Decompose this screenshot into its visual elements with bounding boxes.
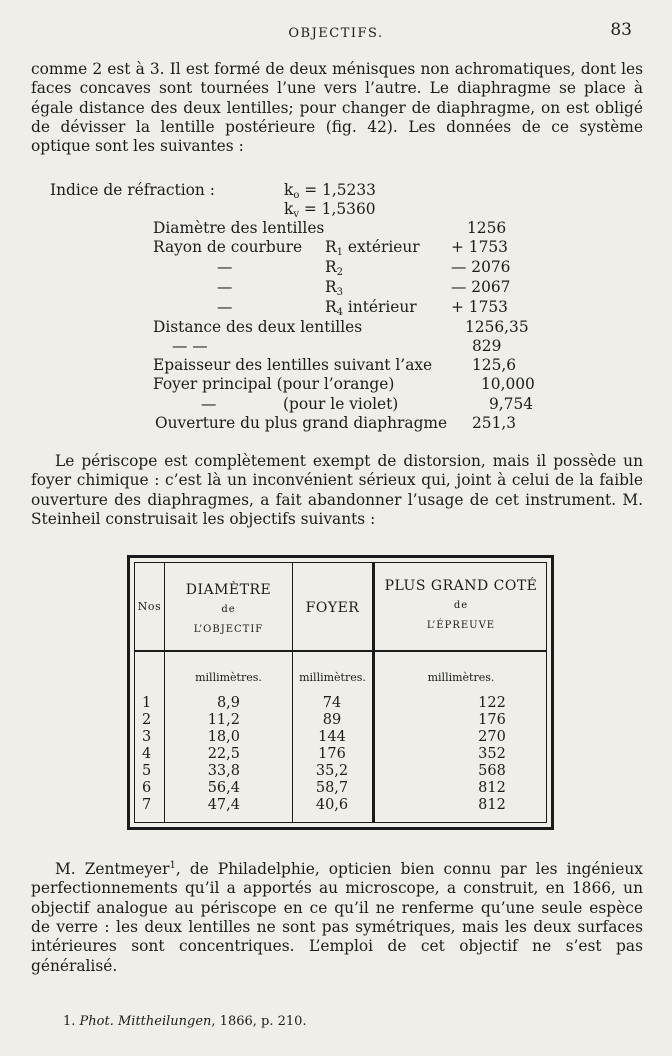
- rayon-label: Rayon de courbure: [153, 238, 303, 256]
- table-cell-diametre: 22,5: [207, 746, 240, 762]
- table-cell-diametre: 8,9: [216, 695, 240, 711]
- foyer-value: 10,000: [481, 375, 535, 393]
- table-cell-cote: 122: [478, 695, 506, 711]
- objectives-table: [127, 555, 554, 830]
- r2-label: $R_2$: [325, 258, 343, 278]
- diametre-label: Diamètre des lentilles: [153, 219, 325, 237]
- table-cell-no: 1: [142, 695, 152, 711]
- table-cell-cote: 352: [478, 746, 506, 762]
- footnote: 1. Phot. Mittheilungen, 1866, p. 210.: [63, 1014, 307, 1029]
- r2-value: — 2076: [451, 258, 511, 276]
- ouverture-label: Ouverture du plus grand diaphragme: [155, 414, 448, 432]
- column-foyer: [300, 695, 364, 814]
- r4-value: + 1753: [451, 298, 508, 316]
- table-cell-foyer: 40,6: [315, 797, 349, 813]
- r3-value: — 2067: [451, 278, 511, 296]
- indice-label: Indice de réfraction :: [50, 181, 215, 199]
- table-cell-no: 4: [142, 746, 152, 762]
- table-cell-diametre: 33,8: [207, 763, 240, 779]
- page-number: 83: [610, 20, 632, 40]
- table-cell-no: 6: [142, 780, 152, 796]
- ditto-dash: —: [217, 298, 233, 316]
- header-cote-sub: L’ÉPREUVE: [426, 620, 496, 631]
- table-cell-no: 2: [142, 712, 152, 728]
- distance2-value: 829: [472, 337, 502, 355]
- column-nos: [142, 695, 151, 814]
- r4-label: $R_4$ intérieur: [325, 298, 417, 318]
- table-cell-cote: 812: [478, 797, 506, 813]
- header-rule: [135, 650, 546, 652]
- diametre-value: 1256: [467, 219, 507, 237]
- table-cell-foyer: 176: [318, 746, 346, 762]
- ditto-dash: —: [217, 258, 233, 276]
- table-cell-no: 3: [142, 729, 152, 745]
- ditto-dash: —: [201, 395, 217, 413]
- header-diametre-sub: L’OBJECTIF: [193, 624, 264, 635]
- table-cell-foyer: 58,7: [315, 780, 349, 796]
- foyer-label: Foyer principal (pour l’orange): [153, 375, 395, 393]
- table-cell-foyer: 144: [318, 729, 346, 745]
- r3-label: $R_3$: [325, 278, 343, 298]
- header-foyer: FOYER: [305, 600, 360, 616]
- table-cell-no: 5: [142, 763, 152, 779]
- table-cell-cote: 270: [478, 729, 506, 745]
- ouverture-value: 251,3: [472, 414, 517, 432]
- table-cell-cote: 812: [478, 780, 506, 796]
- footnote-marker: 1: [169, 860, 176, 871]
- column-cote: [452, 695, 532, 814]
- header-cote: PLUS GRAND COTÉ: [384, 578, 538, 594]
- table-cell-diametre: 47,4: [207, 797, 240, 813]
- paragraph-periscope: Le périscope est complètement exempt de distorsion, mais il possède un foyer chimique : c’est là un inconvénient sérieux qui, joint à celui de la faible ouverture des diaphragmes, a fait abandonner l’usage de cet instrument. M. Steinheil construisait les objectifs suivants :: [31, 452, 643, 528]
- kv-value: $k_v = 1,5360$: [284, 200, 376, 220]
- ko-value: $k_o = 1,5233$: [284, 181, 376, 201]
- epaisseur-value: 125,6: [472, 356, 517, 374]
- table-cell-diametre: 56,4: [207, 780, 240, 796]
- header-diametre: DIAMÈTRE: [185, 582, 272, 598]
- distance-label: Distance des deux lentilles: [153, 318, 363, 336]
- violet-value: 9,754: [489, 395, 534, 413]
- table-cell-diametre: 11,2: [207, 712, 240, 728]
- ditto-dash: —: [217, 278, 233, 296]
- table-cell-cote: 568: [478, 763, 506, 779]
- table-cell-no: 7: [142, 797, 152, 813]
- paragraph-zentmeyer: M. Zentmeyer$^1$, de Philadelphie, opticien bien connu par les ingénieux perfectionnements qu’il a apportés au microscope, a construit, en 1866, un objectif analogue au périscope en ce qu’il ne renferme qu’une seule espèce de verre : les deux lentilles ne sont pas symétriques, mais les deux surfaces intérieures sont concentriques. L’emploi de cet objectif ne s’est pas généralisé.: [31, 860, 643, 975]
- header-diametre-de: de: [221, 604, 236, 615]
- unit-diametre: millimètres.: [195, 671, 262, 684]
- header-nos: Nos: [137, 600, 162, 613]
- violet-label: (pour le violet): [283, 395, 399, 413]
- column-rule: [164, 563, 165, 822]
- r1-label: $R_1$ extérieur: [325, 238, 420, 258]
- r1-value: + 1753: [451, 238, 508, 256]
- table-cell-cote: 176: [478, 712, 506, 728]
- distance-value: 1256,35: [465, 318, 529, 336]
- table-cell-foyer: 74: [322, 695, 342, 711]
- unit-cote: millimètres.: [427, 671, 495, 684]
- footnote-title: Phot. Mittheilungen: [79, 1014, 212, 1029]
- header-cote-de: de: [453, 600, 469, 611]
- ditto-dashes: — —: [172, 337, 208, 355]
- paragraph-intro: comme 2 est à 3. Il est formé de deux ménisques non achromatiques, dont les faces concaves sont tournées l’une vers l’autre. Le diaphragme se place à égale distance des deux lentilles; pour changer de diaphragme, on est obligé de dévisser la lentille postérieure (fig. 42). Les données de ce système optique sont les suivantes :: [31, 60, 643, 156]
- column-diametre: [194, 695, 240, 814]
- table-cell-foyer: 35,2: [315, 763, 349, 779]
- unit-foyer: millimètres.: [299, 671, 366, 684]
- table-cell-foyer: 89: [322, 712, 342, 728]
- epaisseur-label: Epaisseur des lentilles suivant l’axe: [153, 356, 433, 374]
- running-header: OBJECTIFS.: [288, 26, 384, 41]
- table-cell-diametre: 18,0: [207, 729, 240, 745]
